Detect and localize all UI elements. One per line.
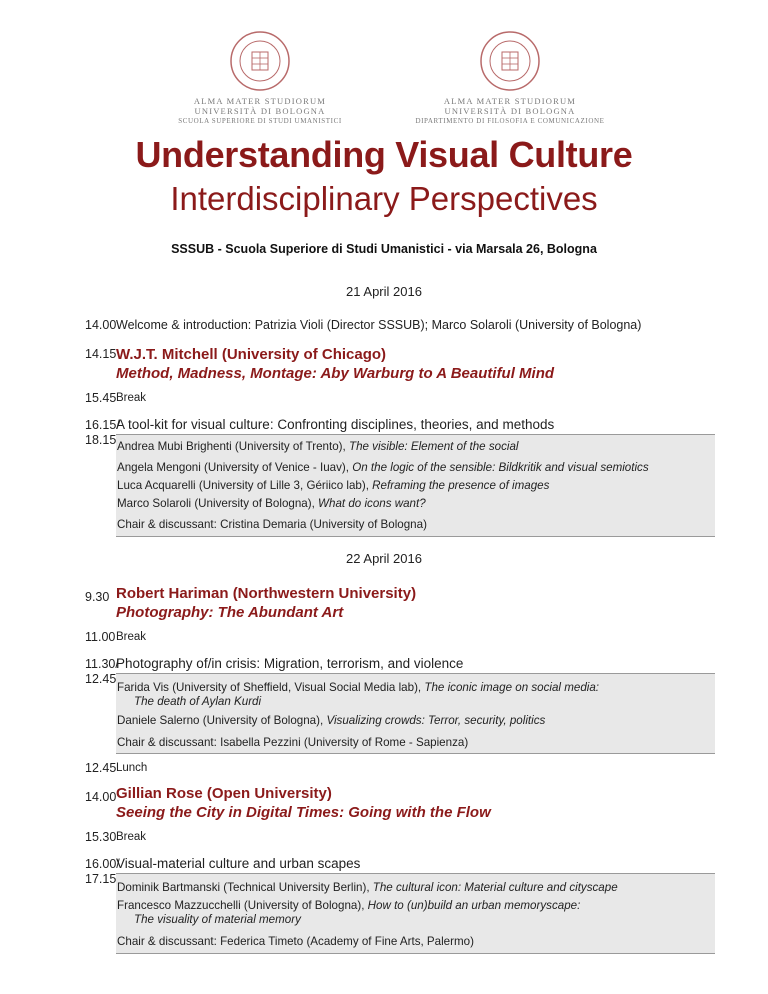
university-seal-icon bbox=[479, 30, 541, 92]
time: 15.45 bbox=[85, 391, 117, 405]
panel-talk: Farida Vis (University of Sheffield, Visual Social Media lab), The iconic image on social media: bbox=[117, 681, 600, 694]
panel-talk: Andrea Mubi Brighenti (University of Trento), The visible: Element of the social bbox=[117, 440, 519, 453]
panel-box bbox=[116, 873, 715, 954]
time: 11.00 bbox=[85, 630, 116, 644]
panel-box bbox=[116, 434, 715, 537]
time: 12.45 bbox=[85, 761, 117, 775]
item-text: Lunch bbox=[116, 762, 148, 774]
time-end: 12.45 bbox=[85, 672, 117, 686]
panel-talk: Angela Mengoni (University of Venice - Iuav), On the logic of the sensible: Bildkritik and visual semiotics bbox=[117, 461, 649, 474]
keynote-talk: Photography: The Abundant Art bbox=[116, 604, 344, 621]
panel-chair: Chair & discussant: Cristina Demaria (University of Bologna) bbox=[117, 518, 427, 531]
university-seal-icon bbox=[229, 30, 291, 92]
keynote-talk: Seeing the City in Digital Times: Going with the Flow bbox=[116, 804, 491, 821]
time: 9.30 bbox=[85, 590, 110, 604]
panel-title: Photography of/in crisis: Migration, terrorism, and violence bbox=[116, 656, 464, 671]
item-text: Break bbox=[116, 631, 147, 643]
panel-talk: Daniele Salerno (University of Bologna), Visualizing crowds: Terror, security, politics bbox=[117, 714, 546, 727]
logo-line-3: SCUOLA SUPERIORE DI STUDI UMANISTICI bbox=[178, 117, 342, 125]
panel-chair: Chair & discussant: Isabella Pezzini (University of Rome - Sapienza) bbox=[117, 736, 469, 749]
item-text: Break bbox=[116, 831, 147, 843]
day2-date: 22 April 2016 bbox=[346, 551, 422, 566]
logo-line-1: ALMA MATER STUDIORUM bbox=[443, 96, 577, 106]
item-text: Break bbox=[116, 392, 147, 404]
panel-talk: Marco Solaroli (University of Bologna), What do icons want? bbox=[117, 497, 426, 510]
logo-line-2: UNIVERSITÀ DI BOLOGNA bbox=[194, 106, 326, 116]
keynote-talk: Method, Madness, Montage: Aby Warburg to A Beautiful Mind bbox=[116, 365, 555, 382]
time: 15.30 bbox=[85, 830, 117, 844]
time-start: 11.30/ bbox=[85, 657, 119, 671]
logo-sssub bbox=[165, 30, 355, 126]
time: 14.00 bbox=[85, 790, 117, 804]
venue: SSSUB - Scuola Superiore di Studi Umanistici - via Marsala 26, Bologna bbox=[171, 242, 597, 256]
panel-title: A tool-kit for visual culture: Confronting disciplines, theories, and methods bbox=[116, 417, 555, 432]
page-subtitle: Interdisciplinary Perspectives bbox=[170, 180, 598, 217]
time-end: 18.15 bbox=[85, 433, 117, 447]
panel-talk-cont: The visuality of material memory bbox=[134, 913, 301, 926]
logo-line-3: DIPARTIMENTO DI FILOSOFIA E COMUNICAZIONE bbox=[415, 117, 605, 125]
panel-talk: Luca Acquarelli (University of Lille 3, Gériico lab), Reframing the presence of images bbox=[117, 479, 550, 492]
day1-date: 21 April 2016 bbox=[346, 284, 422, 299]
logo-line-2: UNIVERSITÀ DI BOLOGNA bbox=[444, 106, 576, 116]
time-start: 16.15/ bbox=[85, 418, 120, 432]
time-start: 16.00/ bbox=[85, 857, 120, 871]
keynote-speaker: Robert Hariman (Northwestern University) bbox=[116, 585, 417, 602]
time: 14.15 bbox=[85, 347, 117, 361]
item-text: Welcome & introduction: Patrizia Violi (Director SSSUB); Marco Solaroli (University of Bologna) bbox=[116, 318, 642, 332]
time-end: 17.15 bbox=[85, 872, 117, 886]
logo-line-1: ALMA MATER STUDIORUM bbox=[193, 96, 327, 106]
panel-talk: Dominik Bartmanski (Technical University Berlin), The cultural icon: Material culture and cityscape bbox=[117, 881, 618, 894]
panel-talk: Francesco Mazzucchelli (University of Bologna), How to (un)build an urban memoryscape: bbox=[117, 899, 581, 912]
panel-chair: Chair & discussant: Federica Timeto (Academy of Fine Arts, Palermo) bbox=[117, 935, 474, 948]
page-title: Understanding Visual Culture bbox=[135, 134, 633, 175]
keynote-speaker: Gillian Rose (Open University) bbox=[116, 785, 332, 802]
logo-filcom bbox=[415, 30, 605, 126]
keynote-speaker: W.J.T. Mitchell (University of Chicago) bbox=[116, 346, 387, 363]
panel-talk-cont: The death of Aylan Kurdi bbox=[134, 695, 262, 708]
time: 14.00 bbox=[85, 318, 117, 332]
panel-box bbox=[116, 673, 715, 754]
panel-title: Visual-material culture and urban scapes bbox=[116, 856, 361, 871]
